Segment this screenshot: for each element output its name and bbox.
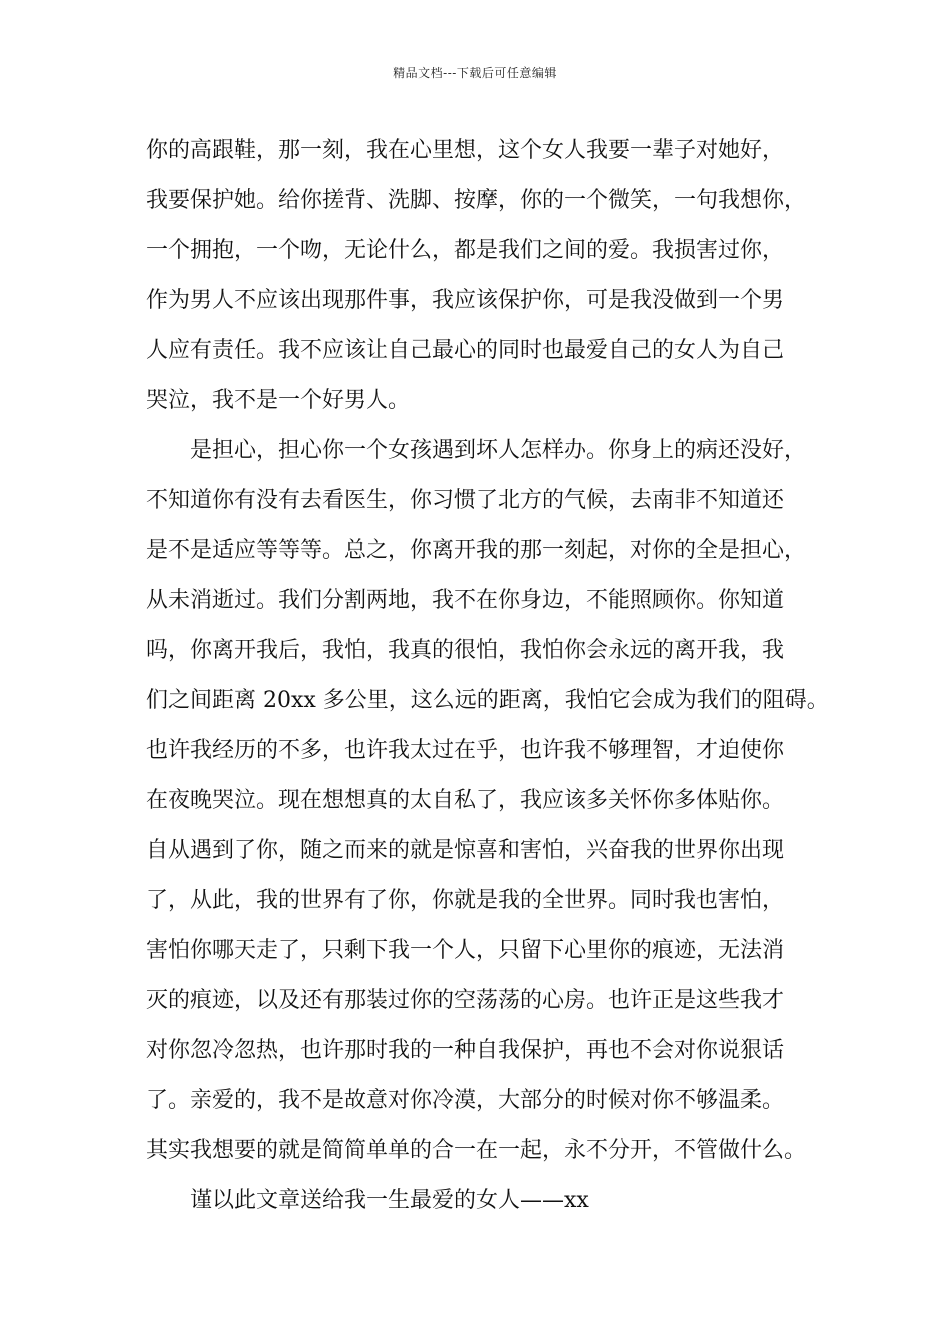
body-text xyxy=(146,126,829,1226)
text-line: 们之间距离 20xx 多公里，这么远的距离，我怕它会成为我们的阻碍。 xyxy=(146,688,829,713)
text-line: 了，从此，我的世界有了你，你就是我的全世界。同时我也害怕， xyxy=(146,888,785,913)
text-line: 从未消逝过。我们分割两地，我不在你身边，不能照顾你。你知道 xyxy=(146,588,785,613)
paragraph-start-line: 是担心，担心你一个女孩遇到坏人怎样办。你身上的病还没好， xyxy=(190,438,807,463)
text-line: 一个拥抱，一个吻，无论什么，都是我们之间的爱。我损害过你， xyxy=(146,238,785,263)
page-header: 精品文档---下载后可任意编辑 xyxy=(393,66,557,80)
text-line: 害怕你哪天走了，只剩下我一个人，只留下心里你的痕迹，无法消 xyxy=(146,938,785,963)
text-line: 自从遇到了你，随之而来的就是惊喜和害怕，兴奋我的世界你出现 xyxy=(146,838,785,863)
text-line: 不知道你有没有去看医生，你习惯了北方的气候，去南非不知道还 xyxy=(146,488,785,513)
text-line: 是不是适应等等等。总之，你离开我的那一刻起，对你的全是担心， xyxy=(146,538,807,563)
text-line: 灭的痕迹，以及还有那装过你的空荡荡的心房。也许正是这些我才 xyxy=(146,988,785,1013)
text-line: 也许我经历的不多，也许我太过在乎，也许我不够理智，才迫使你 xyxy=(146,738,785,763)
text-line: 哭泣，我不是一个好男人。 xyxy=(146,388,411,413)
text-line: 我要保护她。给你搓背、洗脚、按摩，你的一个微笑，一句我想你， xyxy=(146,188,807,213)
text-line: 你的高跟鞋，那一刻，我在心里想，这个女人我要一辈子对她好， xyxy=(146,138,785,163)
text-line: 作为男人不应该出现那件事，我应该保护你，可是我没做到一个男 xyxy=(146,288,785,313)
dedication-line: 谨以此文章送给我一生最爱的女人——xx xyxy=(190,1188,589,1213)
text-line: 对你忽冷忽热，也许那时我的一种自我保护，再也不会对你说狠话 xyxy=(146,1038,785,1063)
text-line: 吗，你离开我后，我怕，我真的很怕，我怕你会永远的离开我，我 xyxy=(146,638,785,663)
text-line: 人应有责任。我不应该让自己最心的同时也最爱自己的女人为自己 xyxy=(146,338,785,363)
text-line: 了。亲爱的，我不是故意对你冷漠，大部分的时候对你不够温柔。 xyxy=(146,1088,785,1113)
text-line: 在夜晚哭泣。现在想想真的太自私了，我应该多关怀你多体贴你。 xyxy=(146,788,785,813)
text-line: 其实我想要的就是简简单单的合一在一起，永不分开，不管做什么。 xyxy=(146,1138,807,1163)
